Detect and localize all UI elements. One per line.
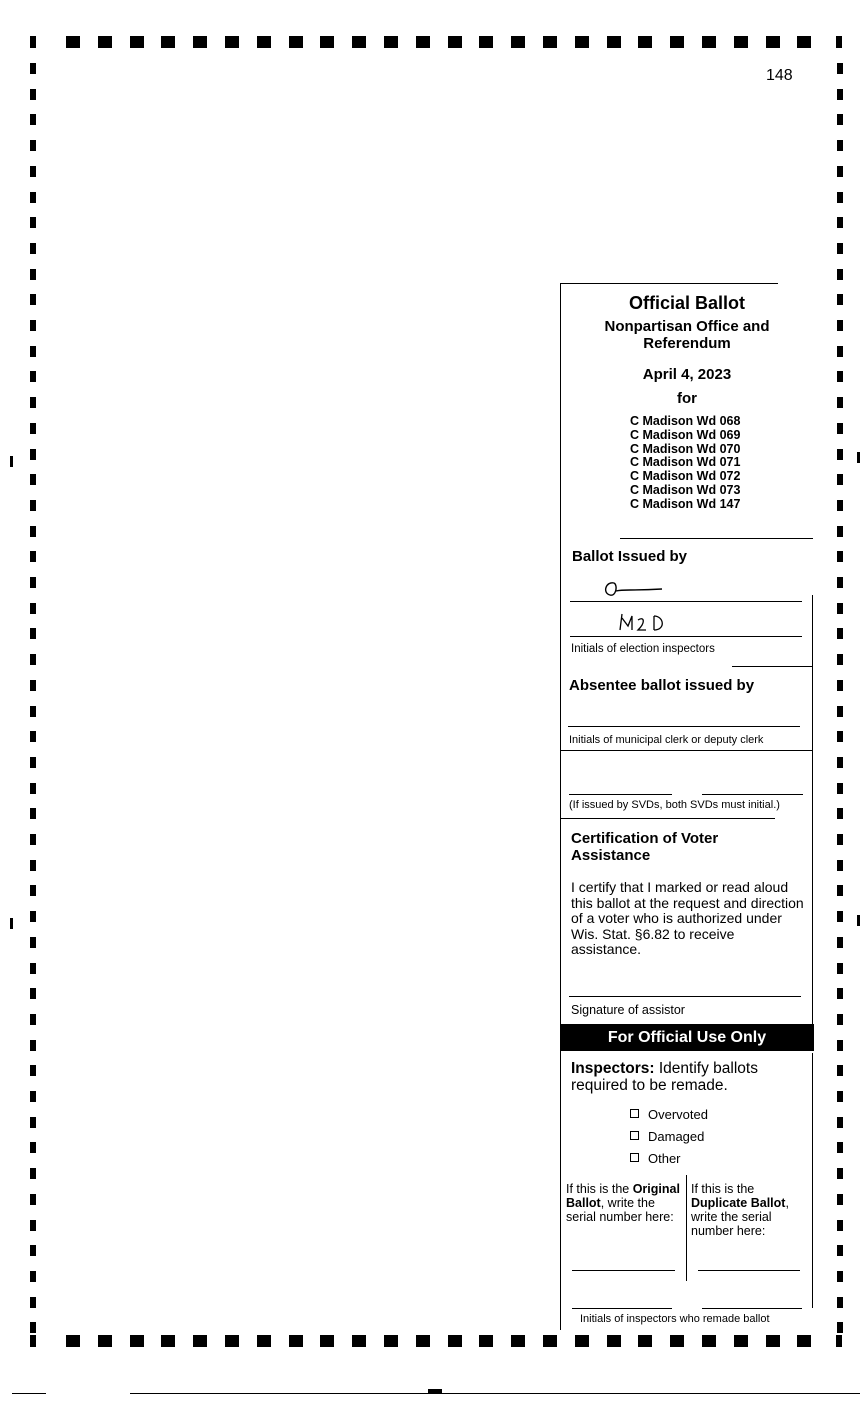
- timing-mark: [30, 1297, 36, 1308]
- timing-mark: [797, 1335, 811, 1347]
- timing-mark: [837, 1014, 843, 1025]
- svd-caption: (If issued by SVDs, both SVDs must initial.): [569, 799, 780, 811]
- timing-mark: [766, 1335, 780, 1347]
- timing-mark: [66, 36, 80, 48]
- timing-mark: [837, 834, 843, 845]
- timing-mark: [30, 89, 36, 100]
- absentee-heading: Absentee ballot issued by: [569, 677, 755, 694]
- timing-mark: [837, 63, 843, 74]
- timing-mark: [30, 603, 36, 614]
- timing-mark: [30, 628, 36, 639]
- timing-mark: [30, 63, 36, 74]
- timing-mark: [30, 269, 36, 280]
- timing-mark: [479, 1335, 493, 1347]
- timing-mark: [30, 1245, 36, 1256]
- initials-line-2: [570, 636, 802, 637]
- timing-mark: [320, 1335, 334, 1347]
- timing-mark: [607, 1335, 621, 1347]
- timing-mark: [837, 1117, 843, 1128]
- timing-mark: [837, 603, 843, 614]
- cut-line: [12, 1393, 46, 1394]
- cut-mark: [428, 1389, 442, 1394]
- timing-mark: [837, 911, 843, 922]
- timing-mark: [837, 371, 843, 382]
- stub-right-rule: [812, 595, 813, 1025]
- timing-mark: [384, 36, 398, 48]
- duplicate-serial-instruction: If this is the Duplicate Ballot, write the serial number here:: [691, 1182, 789, 1238]
- timing-mark: [837, 526, 843, 537]
- ward-item: C Madison Wd 068: [630, 414, 741, 428]
- timing-mark: [837, 757, 843, 768]
- for-label: for: [677, 390, 697, 407]
- svd-initials-line-2: [702, 794, 803, 795]
- timing-mark: [416, 36, 430, 48]
- timing-mark: [448, 36, 462, 48]
- timing-mark: [30, 474, 36, 485]
- timing-mark: [30, 731, 36, 742]
- ballot-subtitle-1: Nonpartisan Office and: [604, 318, 770, 335]
- ballot-title: Official Ballot: [628, 293, 745, 313]
- stub-top-rule: [560, 283, 778, 284]
- timing-mark: [837, 783, 843, 794]
- overvoted-checkbox-row[interactable]: [630, 1107, 708, 1122]
- timing-mark: [837, 731, 843, 742]
- timing-mark: [30, 1335, 36, 1347]
- ward-item: C Madison Wd 070: [630, 441, 741, 456]
- timing-mark: [30, 36, 36, 48]
- timing-mark: [837, 397, 843, 408]
- timing-mark: [837, 346, 843, 357]
- timing-mark: [837, 1091, 843, 1102]
- checkbox[interactable]: [630, 1153, 639, 1162]
- timing-mark: [837, 449, 843, 460]
- timing-mark: [30, 346, 36, 357]
- ward-item: C Madison Wd 071: [630, 455, 741, 470]
- timing-mark: [543, 1335, 557, 1347]
- timing-mark: [30, 1194, 36, 1205]
- timing-mark: [638, 1335, 652, 1347]
- assistor-signature-line: [569, 996, 801, 997]
- timing-mark: [670, 1335, 684, 1347]
- election-date: April 4, 2023: [642, 366, 732, 383]
- timing-mark: [837, 1194, 843, 1205]
- timing-mark: [30, 217, 36, 228]
- inspectors-instruction: [571, 1060, 807, 1094]
- timing-mark: [837, 1142, 843, 1153]
- timing-mark: [30, 114, 36, 125]
- timing-mark: [30, 500, 36, 511]
- checkbox[interactable]: [630, 1131, 639, 1140]
- timing-mark: [837, 1245, 843, 1256]
- timing-mark: [30, 140, 36, 151]
- timing-mark: [30, 1220, 36, 1231]
- timing-mark: [352, 36, 366, 48]
- timing-mark: [257, 36, 271, 48]
- timing-mark: [30, 988, 36, 999]
- timing-mark: [837, 474, 843, 485]
- ward-item: C Madison Wd 073: [630, 482, 741, 497]
- timing-mark: [30, 166, 36, 177]
- timing-mark: [837, 89, 843, 100]
- registration-tick: [857, 452, 860, 463]
- timing-mark: [30, 680, 36, 691]
- checkbox-label: Damaged: [648, 1129, 705, 1144]
- timing-mark: [511, 36, 525, 48]
- timing-mark: [30, 963, 36, 974]
- timing-mark: [30, 654, 36, 665]
- timing-mark: [30, 371, 36, 382]
- timing-mark: [30, 860, 36, 871]
- timing-mark: [837, 1065, 843, 1076]
- remade-initials-line-2: [702, 1308, 802, 1309]
- timing-mark: [837, 243, 843, 254]
- timing-mark: [30, 551, 36, 562]
- timing-mark: [575, 1335, 589, 1347]
- timing-mark: [575, 36, 589, 48]
- timing-mark: [837, 1220, 843, 1231]
- checkbox-label: Overvoted: [648, 1107, 708, 1122]
- timing-mark: [837, 963, 843, 974]
- timing-mark: [30, 526, 36, 537]
- original-serial-line: [572, 1270, 675, 1271]
- timing-mark: [161, 36, 175, 48]
- timing-mark: [384, 1335, 398, 1347]
- timing-mark: [837, 166, 843, 177]
- inspectors-text: Identify ballots required to be remade.: [571, 1060, 758, 1094]
- timing-mark: [543, 36, 557, 48]
- other-checkbox-row[interactable]: [630, 1151, 681, 1166]
- timing-mark: [30, 1271, 36, 1282]
- timing-mark: [448, 1335, 462, 1347]
- clerk-initials-line: [568, 726, 800, 727]
- timing-mark: [30, 885, 36, 896]
- timing-mark: [225, 36, 239, 48]
- timing-mark: [837, 808, 843, 819]
- cut-line: [130, 1393, 860, 1394]
- ballot-stub: [560, 283, 814, 1330]
- remade-caption: Initials of inspectors who remade ballot: [580, 1313, 770, 1325]
- timing-mark: [837, 654, 843, 665]
- timing-mark: [511, 1335, 525, 1347]
- timing-mark: [836, 1335, 842, 1347]
- timing-mark: [30, 808, 36, 819]
- timing-mark: [702, 1335, 716, 1347]
- timing-mark: [837, 1168, 843, 1179]
- page-number: 148: [766, 67, 793, 84]
- stub-right-rule-lower: [812, 1053, 813, 1308]
- timing-mark: [30, 449, 36, 460]
- timing-mark: [30, 937, 36, 948]
- timing-mark: [638, 36, 652, 48]
- timing-mark: [837, 294, 843, 305]
- ward-list: [630, 415, 740, 512]
- timing-mark: [30, 1040, 36, 1051]
- timing-mark: [837, 860, 843, 871]
- ballot-issued-heading: Ballot Issued by: [572, 548, 688, 565]
- timing-mark: [30, 911, 36, 922]
- checkbox-label: Other: [648, 1151, 681, 1166]
- serial-divider: [686, 1175, 687, 1281]
- timing-mark: [98, 36, 112, 48]
- timing-mark: [30, 783, 36, 794]
- timing-mark: [320, 36, 334, 48]
- timing-mark: [30, 423, 36, 434]
- timing-mark: [30, 577, 36, 588]
- timing-mark: [766, 36, 780, 48]
- timing-mark: [30, 1168, 36, 1179]
- timing-mark: [30, 397, 36, 408]
- timing-mark: [837, 551, 843, 562]
- timing-mark: [193, 1335, 207, 1347]
- ward-item: C Madison Wd 069: [630, 427, 741, 442]
- ballot-subtitle-2: Referendum: [643, 335, 731, 352]
- timing-mark: [130, 1335, 144, 1347]
- timing-mark: [30, 192, 36, 203]
- timing-mark: [66, 1335, 80, 1347]
- original-serial-instruction: If this is the Original Ballot, write the serial number here:: [566, 1182, 680, 1224]
- timing-mark: [30, 757, 36, 768]
- certification-heading-1: Certification of Voter: [571, 830, 719, 847]
- clerk-caption: Initials of municipal clerk or deputy clerk: [569, 734, 764, 746]
- timing-mark: [352, 1335, 366, 1347]
- timing-mark: [837, 500, 843, 511]
- damaged-checkbox-row[interactable]: [630, 1129, 704, 1144]
- timing-mark: [670, 36, 684, 48]
- timing-mark: [30, 294, 36, 305]
- timing-mark: [30, 1322, 36, 1333]
- registration-tick: [857, 915, 860, 926]
- timing-mark: [479, 36, 493, 48]
- timing-mark: [837, 1040, 843, 1051]
- timing-mark: [837, 628, 843, 639]
- divider: [560, 750, 813, 751]
- timing-mark: [837, 192, 843, 203]
- timing-mark: [837, 988, 843, 999]
- timing-mark: [289, 36, 303, 48]
- timing-mark: [30, 834, 36, 845]
- inspector-initials-signature-2: [616, 608, 696, 636]
- timing-mark: [837, 1297, 843, 1308]
- timing-mark: [161, 1335, 175, 1347]
- timing-mark: [702, 36, 716, 48]
- timing-mark: [837, 706, 843, 717]
- timing-mark: [416, 1335, 430, 1347]
- duplicate-serial-line: [698, 1270, 800, 1271]
- timing-mark: [193, 36, 207, 48]
- timing-mark: [30, 320, 36, 331]
- timing-mark: [130, 36, 144, 48]
- timing-mark: [837, 423, 843, 434]
- timing-mark: [837, 1322, 843, 1333]
- inspector-initials-signature: [600, 575, 680, 601]
- timing-mark: [734, 1335, 748, 1347]
- certification-heading-2: Assistance: [571, 847, 651, 864]
- divider: [732, 666, 813, 667]
- timing-mark: [837, 885, 843, 896]
- registration-tick: [10, 456, 13, 467]
- timing-mark: [30, 706, 36, 717]
- registration-tick: [10, 918, 13, 929]
- timing-mark: [837, 937, 843, 948]
- timing-mark: [837, 269, 843, 280]
- stub-left-rule: [560, 283, 561, 1330]
- divider: [620, 538, 813, 539]
- remade-initials-line-1: [572, 1308, 672, 1309]
- ward-item: C Madison Wd 072: [630, 469, 741, 484]
- timing-mark: [836, 36, 842, 48]
- timing-mark: [30, 1014, 36, 1025]
- timing-mark: [837, 1271, 843, 1282]
- svd-initials-line-1: [569, 794, 672, 795]
- timing-mark: [30, 1065, 36, 1076]
- timing-mark: [98, 1335, 112, 1347]
- ward-item: C Madison Wd 147: [630, 496, 741, 511]
- timing-mark: [734, 36, 748, 48]
- timing-mark: [797, 36, 811, 48]
- official-use-banner: For Official Use Only: [560, 1024, 814, 1051]
- timing-mark: [837, 577, 843, 588]
- checkbox[interactable]: [630, 1109, 639, 1118]
- timing-mark: [30, 1117, 36, 1128]
- timing-mark: [837, 140, 843, 151]
- divider: [560, 818, 775, 819]
- timing-mark: [30, 1142, 36, 1153]
- timing-mark: [30, 1091, 36, 1102]
- inspectors-caption: Initials of election inspectors: [571, 643, 715, 655]
- timing-mark: [837, 680, 843, 691]
- timing-mark: [607, 36, 621, 48]
- timing-mark: [837, 217, 843, 228]
- assistor-caption: Signature of assistor: [571, 1003, 685, 1017]
- timing-mark: [837, 320, 843, 331]
- inspectors-label: Inspectors:: [571, 1060, 655, 1077]
- timing-mark: [30, 243, 36, 254]
- timing-mark: [837, 114, 843, 125]
- certification-body: I certify that I marked or read aloud this ballot at the request and direction of a voter who is authorized under Wis. Stat. §6.82 to receive assistance.: [571, 879, 804, 957]
- timing-mark: [257, 1335, 271, 1347]
- timing-mark: [289, 1335, 303, 1347]
- timing-mark: [225, 1335, 239, 1347]
- initials-line-1: [570, 601, 802, 602]
